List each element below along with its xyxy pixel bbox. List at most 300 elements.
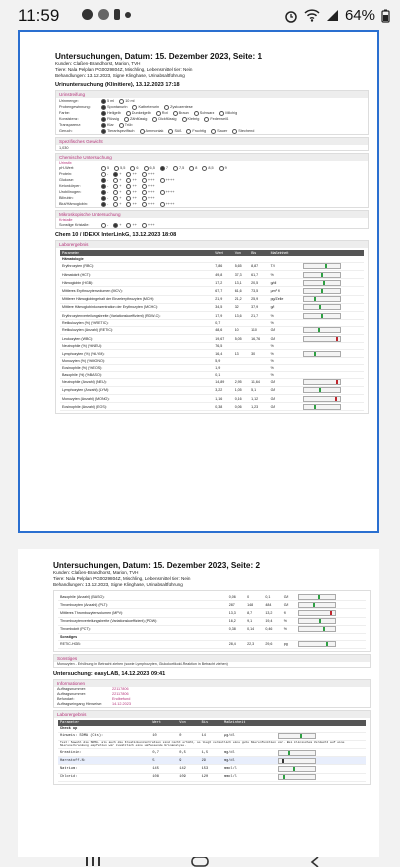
table-cell: G/l: [269, 335, 302, 343]
radio-option[interactable]: [219, 166, 227, 171]
table-cell: 110: [249, 326, 268, 334]
radio-option[interactable]: [113, 196, 121, 201]
section-heading: Chemische Untersuchung: [56, 154, 368, 161]
table-cell: 28,4: [227, 640, 245, 648]
radio-option[interactable]: [124, 117, 147, 122]
table-cell: G/l: [269, 403, 302, 411]
range-marker: [300, 734, 302, 738]
table-cell: 0,5: [177, 749, 199, 757]
radio-option[interactable]: [101, 202, 108, 207]
radio-icon: [173, 111, 178, 116]
table-row: [58, 593, 366, 601]
option-row: [56, 222, 368, 228]
radio-icon: [160, 166, 165, 171]
radio-option[interactable]: [142, 190, 155, 195]
recent-apps-icon[interactable]: [86, 857, 100, 866]
radio-option[interactable]: [101, 117, 119, 122]
radio-option[interactable]: [130, 166, 138, 171]
radio-option[interactable]: [101, 184, 108, 189]
table-cell: Neutrophile (%) (%NEU):: [60, 343, 213, 350]
table-cell: 5,9: [213, 358, 232, 365]
table-row: [60, 262, 364, 270]
range-bar-cell: [301, 303, 364, 311]
table-cell: 153: [200, 765, 222, 773]
table-cell: 16,4: [213, 350, 232, 358]
radio-option[interactable]: [113, 202, 121, 207]
hint-section: [53, 654, 371, 668]
range-bar: [278, 766, 316, 772]
radio-option[interactable]: [204, 117, 228, 122]
table-cell: g/l: [269, 303, 302, 311]
radio-option[interactable]: [119, 123, 133, 128]
table-cell: 11,64: [249, 378, 268, 386]
column-header: Parameter: [60, 250, 213, 256]
table-cell: 8,7: [245, 609, 263, 617]
lab-table-body: [60, 256, 364, 411]
option-label: Probengewinnung:: [59, 105, 91, 109]
wifi-icon: [304, 9, 320, 22]
table-cell: G/l: [282, 593, 296, 601]
table-cell: 17,9: [213, 311, 232, 319]
info-label: Befundart:: [57, 697, 75, 702]
radio-icon: [164, 105, 169, 110]
lab-table-body: [58, 726, 366, 781]
table-cell: 21,9: [213, 295, 232, 303]
lab-table-continued: [58, 593, 366, 649]
table-cell: Mittlere Hämoglobinkonzentration der Erythrozyten (MCHC):: [60, 303, 213, 311]
notification-icon: [98, 9, 109, 20]
radio-icon: [126, 196, 131, 201]
table-cell: 1,9: [213, 365, 232, 372]
range-bar: [298, 618, 336, 624]
table-cell: Chlorid:: [58, 773, 150, 781]
range-bar: [298, 594, 336, 600]
radio-option[interactable]: [101, 105, 127, 110]
radio-option[interactable]: [160, 178, 175, 183]
table-cell: %: [269, 350, 302, 358]
radio-icon: [126, 223, 131, 228]
radio-option[interactable]: [101, 178, 108, 183]
table-row: [60, 303, 364, 311]
radio-option[interactable]: [142, 202, 155, 207]
radio-option[interactable]: [113, 184, 121, 189]
table-row: [60, 287, 364, 295]
meta-line: Kunden: Claßen-Brandhorst, Marion, TVH: [53, 570, 139, 575]
radio-option[interactable]: [114, 166, 125, 171]
table-cell: Hämoglobin (HGB):: [60, 279, 213, 287]
radio-option-label: +: [119, 184, 122, 188]
radio-option[interactable]: [113, 172, 121, 177]
table-cell: [249, 365, 268, 372]
section-heading: Laborergebnis: [54, 711, 370, 718]
table-cell: 9,1: [245, 617, 263, 625]
radio-option-label: -: [107, 202, 109, 206]
range-marker: [321, 314, 323, 318]
range-bar-cell: [276, 757, 366, 765]
table-cell: 5,65: [233, 262, 249, 270]
radio-option[interactable]: [152, 117, 176, 122]
table-cell: 17,2: [213, 279, 232, 287]
section-heading: Mikroskopische Untersuchung: [56, 211, 368, 218]
range-bar-cell: [301, 311, 364, 319]
range-bar-cell: [301, 358, 364, 365]
table-cell: 109: [177, 773, 199, 781]
range-bar: [303, 296, 341, 302]
radio-option[interactable]: [101, 99, 114, 104]
table-cell: 1,16: [213, 394, 232, 402]
range-bar-cell: [296, 601, 366, 609]
radio-option[interactable]: [140, 129, 164, 134]
radio-icon: [101, 172, 109, 177]
radio-icon: [126, 172, 131, 177]
meta-line: Kunden: Claßen-Brandhorst, Marion, TVH: [55, 61, 141, 66]
table-cell: 16,2: [227, 617, 245, 625]
radio-option-label: Katheterurin: [138, 105, 160, 109]
table-cell: [233, 320, 249, 327]
table-cell: 1,23: [249, 403, 268, 411]
chem-rows: [56, 165, 368, 207]
table-row: [60, 403, 364, 411]
group-label: Hämatologie: [60, 256, 364, 262]
radio-option-label: ++++: [165, 190, 175, 194]
radio-icon: [189, 166, 194, 171]
radio-icon: [113, 184, 118, 189]
table-cell: G/l: [282, 601, 296, 609]
table-cell: 120: [200, 773, 222, 781]
radio-option[interactable]: [113, 190, 121, 195]
table-cell: 0: [245, 593, 263, 601]
table-cell: 19,4: [263, 617, 281, 625]
range-bar-cell: [301, 343, 364, 350]
table-cell: 13,3: [227, 609, 245, 617]
radio-icon: [101, 184, 109, 189]
radio-option[interactable]: [101, 172, 108, 177]
table-cell: Neutrophile (Anzahl) (NEU):: [60, 378, 213, 386]
radio-option-label: 10 ml: [125, 99, 135, 103]
section-heading: Informationen: [54, 680, 370, 687]
range-marker: [323, 627, 325, 631]
table-row: [60, 295, 364, 303]
radio-icon: [101, 196, 109, 201]
radio-icon: [160, 202, 165, 207]
radio-option[interactable]: [101, 123, 114, 128]
radio-option[interactable]: [126, 172, 136, 177]
radio-option-label: 7: [165, 166, 168, 170]
table-cell: 14: [200, 732, 222, 740]
mikro-row: [56, 222, 368, 228]
table-row: [58, 732, 366, 740]
home-icon[interactable]: [192, 857, 208, 866]
radio-icon: [126, 190, 131, 195]
radio-icon: [168, 129, 173, 134]
radio-option-label: 7,5: [178, 166, 185, 170]
table-row: [60, 350, 364, 358]
radio-icon: [119, 123, 124, 128]
radio-option-label: ++: [132, 172, 137, 176]
battery-percent: 64%: [344, 7, 375, 24]
range-bar-cell: [301, 326, 364, 334]
spez-section: [55, 137, 369, 151]
table-cell: Basophile (%) (%BASO):: [60, 371, 213, 378]
range-bar-cell: [301, 279, 364, 287]
radio-option[interactable]: [113, 178, 121, 183]
table-cell: 142: [177, 765, 199, 773]
info-section: [53, 679, 371, 708]
table-cell: %: [269, 320, 302, 327]
radio-icon: [113, 202, 118, 207]
table-row: [60, 365, 364, 372]
page-meta: [20, 61, 377, 79]
option-label: pH-Wert:: [59, 166, 75, 170]
radio-option[interactable]: [132, 105, 159, 110]
radio-option[interactable]: [194, 111, 215, 116]
table-cell: Eosinophile (%) (%EOS):: [60, 365, 213, 372]
radio-option[interactable]: [119, 99, 134, 104]
table-cell: Lymphozyten (Anzahl) (LYM):: [60, 386, 213, 394]
radio-option[interactable]: [126, 202, 136, 207]
table-cell: 37,9: [249, 303, 268, 311]
radio-icon: [113, 190, 118, 195]
radio-option-label: Dickflüssig: [158, 117, 177, 121]
radio-option[interactable]: [160, 166, 168, 171]
option-row: [56, 128, 368, 134]
meta-line: Tiere: Nala Pelplan PG0029804Z, Mischling, Lebensmittel tier: Nein: [55, 67, 193, 72]
group-label: Check up: [58, 726, 366, 732]
range-bar: [298, 610, 336, 616]
radio-option[interactable]: [173, 111, 189, 116]
radio-option[interactable]: [189, 166, 197, 171]
radio-option[interactable]: [142, 172, 155, 177]
table-row: [58, 609, 366, 617]
option-label: Farbe:: [59, 111, 70, 115]
table-row: [58, 617, 366, 625]
table-row: [58, 640, 366, 648]
table-cell: Monozyten (%) (%MONO):: [60, 358, 213, 365]
range-bar-cell: [301, 262, 364, 270]
range-marker: [335, 397, 337, 401]
radio-option[interactable]: [232, 129, 254, 134]
table-cell: mmol/l: [222, 765, 277, 773]
table-cell: 9: [177, 757, 199, 765]
radio-option[interactable]: [219, 111, 237, 116]
radio-icon: [126, 202, 131, 207]
radio-option-label: +: [119, 190, 122, 194]
column-header: Wert: [213, 250, 232, 256]
radio-icon: [101, 105, 106, 110]
radio-option[interactable]: [211, 129, 227, 134]
table-cell: 49,8: [213, 270, 232, 278]
range-marker: [321, 289, 323, 293]
range-bar-cell: [296, 617, 366, 625]
radio-option[interactable]: [160, 202, 175, 207]
table-cell: Natrium:: [58, 765, 150, 773]
table-cell: Erythrozytenverteilungsbreite (Variationskoeffizient) (RDW-C):: [60, 311, 213, 319]
radio-option[interactable]: [101, 223, 108, 228]
radio-option[interactable]: [202, 166, 213, 171]
radio-option-label: +++: [147, 184, 155, 188]
table-cell: 76,5: [213, 343, 232, 350]
radio-option[interactable]: [156, 111, 168, 116]
table-cell: [249, 358, 268, 365]
range-bar: [303, 272, 341, 278]
back-icon[interactable]: [312, 857, 318, 867]
notification-icon: [114, 9, 120, 20]
table-cell: Mittlerer Hämoglobingehalt der Einzelerythrozyten (MCH):: [60, 295, 213, 303]
range-marker: [336, 380, 338, 384]
radio-option-label: 8,5: [208, 166, 214, 170]
column-header: Maßeinheit: [222, 720, 277, 726]
radio-option[interactable]: [126, 190, 136, 195]
table-row: [60, 326, 364, 334]
table-cell: [233, 358, 249, 365]
table-cell: 5: [150, 757, 177, 765]
range-bar-cell: [301, 295, 364, 303]
radio-option[interactable]: [126, 223, 136, 228]
radio-option[interactable]: [142, 196, 155, 201]
table-cell: µm³ fl: [269, 287, 302, 295]
radio-option[interactable]: [101, 129, 135, 134]
range-bar-cell: [301, 365, 364, 372]
table-cell: Retikulozyten (%) (%RETIC):: [60, 320, 213, 327]
document-page-1[interactable]: [18, 30, 379, 533]
table-row: [60, 343, 364, 350]
range-marker: [319, 619, 321, 623]
range-marker: [288, 751, 290, 755]
radio-option[interactable]: [101, 166, 109, 171]
info-label: Auftragsnummer:: [57, 692, 87, 697]
table-row: [60, 371, 364, 378]
option-label: Ketonkörper:: [59, 184, 81, 188]
range-bar: [303, 327, 341, 333]
radio-option[interactable]: [101, 190, 108, 195]
table-cell: Thrombozyten (Anzahl) (PLT):: [58, 601, 227, 609]
radio-option[interactable]: [173, 166, 184, 171]
table-cell: 0,1: [213, 371, 232, 378]
range-marker: [321, 273, 323, 277]
table-cell: 13,2: [263, 609, 281, 617]
chem-section: [55, 153, 369, 208]
table-cell: 61,7: [249, 270, 268, 278]
radio-option[interactable]: [186, 129, 206, 134]
urin-rows: [56, 98, 368, 134]
table-row: [60, 358, 364, 365]
radio-option-label: 6,5: [149, 166, 155, 170]
option-label: Geruch:: [59, 129, 73, 133]
table-cell: [249, 320, 268, 327]
table-cell: 16,76: [249, 335, 268, 343]
radio-option[interactable]: [126, 196, 136, 201]
status-right: [284, 7, 390, 24]
table-cell: 13,6: [233, 311, 249, 319]
radio-option[interactable]: [126, 111, 151, 116]
radio-option[interactable]: [101, 111, 121, 116]
table-cell: 19,67: [213, 335, 232, 343]
radio-option[interactable]: [164, 105, 193, 110]
radio-option-label: ++: [132, 190, 137, 194]
radio-option-label: Klar: [107, 123, 114, 127]
table-cell: 108: [150, 773, 177, 781]
urin-section: [55, 90, 369, 135]
table-group-row: [58, 633, 366, 640]
range-marker: [293, 767, 295, 771]
radio-option[interactable]: [126, 184, 136, 189]
radio-option[interactable]: [142, 184, 155, 189]
table-cell: Basophile (Anzahl) (BASO):: [58, 593, 227, 601]
range-marker: [323, 281, 325, 285]
radio-option[interactable]: [160, 190, 175, 195]
meta-line: Behandlungen: 13.12.2023, Signe Klinghase, Urinabsaltführung: [55, 73, 185, 78]
range-marker: [314, 352, 316, 356]
radio-icon: [101, 99, 106, 104]
range-bar: [278, 774, 316, 780]
table-cell: 484: [263, 601, 281, 609]
radio-option[interactable]: [113, 223, 121, 228]
table-cell: %: [282, 617, 296, 625]
radio-option-label: 5: [107, 166, 110, 170]
range-bar: [303, 379, 341, 385]
radio-option[interactable]: [142, 178, 155, 183]
radio-option-label: +++: [147, 196, 155, 200]
radio-option[interactable]: [182, 117, 200, 122]
table-cell: Hinweis: SDMA (Cts):: [58, 732, 150, 740]
radio-option[interactable]: [144, 166, 155, 171]
table-row: [60, 394, 364, 402]
option-label: Sonstige Kristalle:: [59, 223, 90, 227]
table-cell: 0,7: [213, 320, 232, 327]
table-cell: 37,3: [233, 270, 249, 278]
radio-option[interactable]: [126, 178, 136, 183]
range-bar-cell: [276, 765, 366, 773]
radio-icon: [113, 178, 118, 183]
info-label: Auftragsnummer:: [57, 687, 87, 692]
table-cell: 32: [233, 303, 249, 311]
range-bar: [278, 733, 316, 739]
table-cell: 25,9: [249, 295, 268, 303]
column-header: Bis: [249, 250, 268, 256]
range-bar: [303, 280, 341, 286]
radio-option-label: -: [107, 223, 109, 227]
radio-icon: [130, 166, 135, 171]
table-cell: g/dl: [269, 279, 302, 287]
range-bar-cell: [301, 350, 364, 358]
radio-option[interactable]: [101, 196, 108, 201]
radio-icon: [114, 166, 119, 171]
urin-header: Urinuntersuchung (Klinitiere), 13.12.2023 17:18: [55, 82, 180, 88]
radio-option[interactable]: [168, 129, 181, 134]
range-bar-cell: [301, 386, 364, 394]
radio-option-label: +++: [147, 202, 155, 206]
range-bar-cell: [296, 640, 366, 648]
radio-option-label: 5 ml: [107, 99, 115, 103]
table-cell: Thrombokrit (PCT):: [58, 625, 227, 633]
radio-icon: [101, 190, 109, 195]
document-page-2[interactable]: [18, 549, 379, 857]
range-marker: [336, 337, 338, 341]
range-bar: [303, 404, 341, 410]
radio-option[interactable]: [142, 223, 155, 228]
option-label: Urobilinogen:: [59, 190, 82, 194]
table-cell: 0,14: [245, 625, 263, 633]
table-cell: Thrombozytenverteilungsbreite (Variationskoeffizient) (PDW):: [58, 617, 227, 625]
range-bar: [303, 313, 341, 319]
column-header: Parameter: [58, 720, 150, 726]
range-marker: [326, 642, 328, 646]
radio-icon: [101, 223, 109, 228]
radio-option-label: Ammoniak: [145, 129, 164, 133]
radio-option-label: -: [107, 184, 109, 188]
table-cell: %: [282, 625, 296, 633]
radio-option-label: -: [107, 172, 109, 176]
